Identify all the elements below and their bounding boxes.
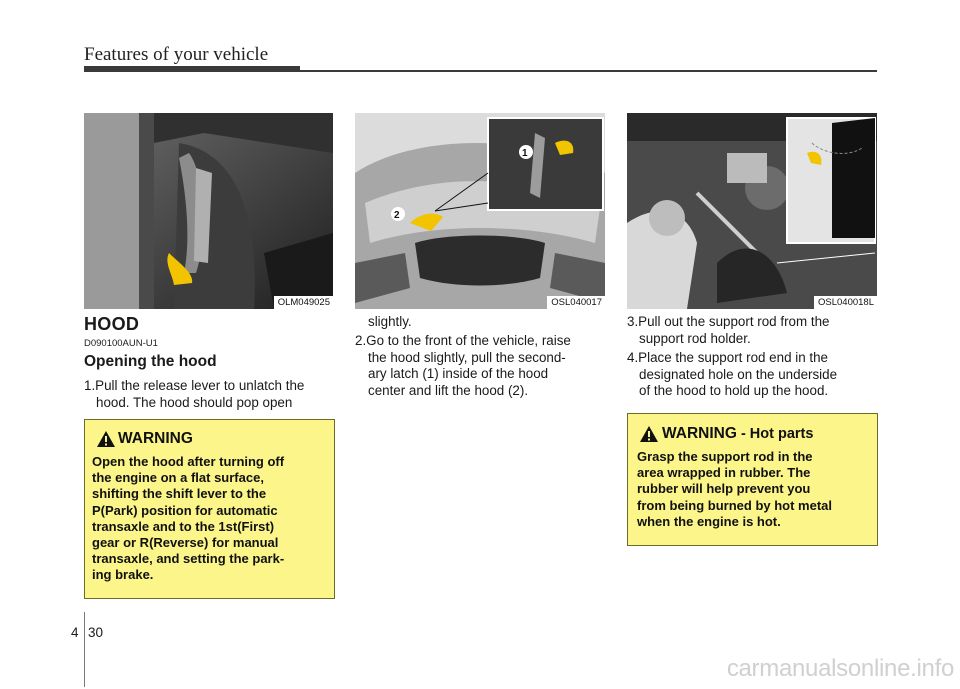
step-3-line-a: 3.Pull out the support rod from the xyxy=(627,314,830,329)
warning-line: ing brake. xyxy=(92,567,154,583)
step-2-line-c: ary latch (1) inside of the hood xyxy=(368,366,549,381)
photo-support-rod xyxy=(627,113,877,309)
warning-line: shifting the shift lever to the xyxy=(92,486,267,502)
callout-2: 2 xyxy=(394,210,400,221)
support-rod-illustration xyxy=(627,113,877,309)
warning-triangle-icon xyxy=(97,431,115,447)
step-2 xyxy=(355,333,605,399)
warning-text xyxy=(637,449,869,530)
warning-triangle-icon xyxy=(640,426,658,442)
step-4 xyxy=(627,350,877,400)
step-1-line-c: slightly. xyxy=(368,314,412,329)
warning-line: Open the hood after turning off xyxy=(92,454,285,469)
photo-hood-front xyxy=(355,113,605,309)
photo-release-lever xyxy=(84,113,333,309)
step-1-line-a: 1.Pull the release lever to unlatch the xyxy=(84,378,305,393)
page-header-title: Features of your vehicle xyxy=(84,44,269,65)
warning-line: P(Park) position for automatic xyxy=(92,502,278,518)
step-4-line-b: designated hole on the underside xyxy=(639,366,838,382)
step-3-line-b: support rod holder. xyxy=(639,330,751,346)
warning-line: from being burned by hot metal xyxy=(637,497,833,513)
warning-title-sub: - Hot parts xyxy=(736,426,814,442)
footer-rule xyxy=(84,612,85,687)
watermark: carmanualsonline.info xyxy=(726,655,954,682)
section-title: HOOD xyxy=(84,314,140,334)
release-lever-illustration xyxy=(84,113,333,309)
warning-line: Grasp the support rod in the xyxy=(637,449,813,464)
section-code: D090100AUN-U1 xyxy=(84,338,158,349)
step-3 xyxy=(627,314,877,347)
warning-line: when the engine is hot. xyxy=(637,513,781,529)
header-rule-thin xyxy=(300,70,877,72)
warning-title xyxy=(662,425,813,443)
warning-title: WARNING xyxy=(118,430,193,447)
warning-line: transaxle, and setting the park- xyxy=(92,551,285,567)
step-2-line-a: 2.Go to the front of the vehicle, raise xyxy=(355,333,571,348)
hood-front-illustration xyxy=(355,113,605,309)
footer-page-number: 30 xyxy=(88,625,104,640)
step-1-line-b: hood. The hood should pop open xyxy=(96,394,293,410)
warning-line: rubber will help prevent you xyxy=(637,481,811,497)
warning-title-main: WARNING xyxy=(662,425,737,442)
step-4-line-a: 4.Place the support rod end in the xyxy=(627,350,828,365)
photo-code: OSL040017 xyxy=(547,296,605,309)
photo-code: OLM049025 xyxy=(274,296,333,309)
warning-line: the engine on a flat surface, xyxy=(92,470,264,486)
warning-text xyxy=(92,454,326,584)
step-1-continued xyxy=(368,314,606,331)
warning-line: gear or R(Reverse) for manual xyxy=(92,535,279,551)
photo-code: OSL040018L xyxy=(814,296,877,309)
step-2-line-b: the hood slightly, pull the second- xyxy=(368,349,566,365)
step-2-line-d: center and lift the hood (2). xyxy=(368,382,529,398)
warning-box-parking xyxy=(84,419,335,599)
warning-box-hot-parts xyxy=(627,413,878,546)
callout-1: 1 xyxy=(522,148,528,159)
step-1 xyxy=(84,378,334,411)
step-4-line-c: of the hood to hold up the hood. xyxy=(639,383,829,398)
subsection-title: Opening the hood xyxy=(84,353,217,370)
warning-line: area wrapped in rubber. The xyxy=(637,465,811,481)
header-rule-thick xyxy=(84,66,300,72)
footer-section-number: 4 xyxy=(71,625,79,640)
warning-line: transaxle and to the 1st(First) xyxy=(92,518,275,534)
